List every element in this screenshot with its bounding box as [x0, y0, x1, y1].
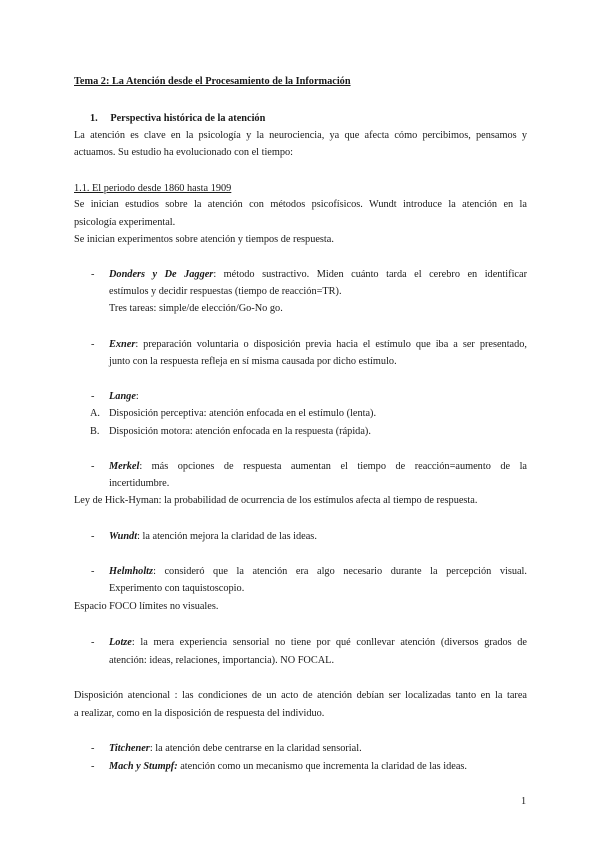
- hick-hyman-law: Ley de Hick-Hyman: la probabilidad de ocurrencia de los estímulos afecta al tiempo de respuesta.: [74, 495, 478, 506]
- bullet-marker: -: [91, 637, 95, 648]
- author-name: Donders y De Jagger: [109, 269, 214, 280]
- donders-line-3: Tres tareas: simple/de elección/Go-No go.: [109, 303, 283, 314]
- bullet-marker: -: [91, 531, 95, 542]
- subsection-p1-line-1: Se inician estudios sobre la atención con métodos psicofísicos. Wundt introduce la atención en la: [74, 199, 527, 210]
- section-heading-text: Perspectiva histórica de la atención: [110, 113, 266, 124]
- disposicion-line-1: Disposición atencional : las condiciones de un acto de atención debían ser localizadas tanto en la tarea: [74, 690, 527, 701]
- section-heading: [90, 112, 265, 125]
- list-item-lange: Lange:: [109, 391, 139, 402]
- bullet-marker: -: [91, 761, 95, 772]
- exner-line-2: junto con la respuesta refleja en sí misma causada por dicho estímulo.: [109, 356, 397, 367]
- lange-option-a: Disposición perceptiva: atención enfocada en el estímulo (lenta).: [109, 408, 377, 419]
- subsection-p1-line-2: psicología experimental.: [74, 217, 176, 228]
- bullet-marker: -: [91, 339, 95, 350]
- list-item-merkel: Merkel: más opciones de respuesta aumentan el tiempo de reacción=aumento de la: [109, 461, 527, 472]
- donders-line-2: estímulos y decidir respuestas (tiempo de reacción=TR).: [109, 286, 342, 297]
- list-item-titchener: Titchener: la atención debe centrarse en la claridad sensorial.: [109, 743, 362, 754]
- lange-option-b: Disposición motora: atención enfocada en la respuesta (rápida).: [109, 426, 371, 437]
- lotze-line-2: atención: ideas, relaciones, importancia). NO FOCAL.: [109, 655, 335, 666]
- subsection-p2: Se inician experimentos sobre atención y tiempos de respuesta.: [74, 234, 334, 245]
- bullet-marker: -: [91, 566, 95, 577]
- list-item-exner: Exner: preparación voluntaria o disposición previa hacia el estímulo que iba a ser presentado,: [109, 339, 527, 350]
- intro-line-1: La atención es clave en la psicología y la neurociencia, ya que afecta cómo percibimos, pensamos y: [74, 130, 527, 141]
- document-title: Tema 2: La Atención desde el Procesamiento de la Información: [74, 76, 351, 87]
- bullet-marker: -: [91, 391, 95, 402]
- list-item-helmholtz: Helmholtz: consideró que la atención era algo necesario durante la percepción visual.: [109, 566, 527, 577]
- list-marker-b: B.: [90, 426, 100, 437]
- intro-line-2: actuamos. Su estudio ha evolucionado con el tiempo:: [74, 147, 294, 158]
- author-name: Mach y Stumpf:: [109, 761, 178, 772]
- bullet-marker: -: [91, 743, 95, 754]
- author-name: Titchener: [109, 743, 150, 754]
- disposicion-line-2: a realizar, como en la disposición de respuesta del individuo.: [74, 708, 325, 719]
- list-item-mach-stumpf: Mach y Stumpf: atención como un mecanismo que incrementa la claridad de las ideas.: [109, 761, 467, 772]
- author-name: Lange: [109, 391, 136, 402]
- foco-note: Espacio FOCO límites no visuales.: [74, 601, 219, 612]
- author-name: Helmholtz: [109, 566, 154, 577]
- page-number: 1: [521, 796, 527, 807]
- author-name: Wundt: [109, 531, 138, 542]
- list-marker-a: A.: [90, 408, 101, 419]
- list-item-lotze: Lotze: la mera experiencia sensorial no tiene por qué conllevar atención (diversos grados de: [109, 637, 527, 648]
- list-item-donders: Donders y De Jagger: método sustractivo. Miden cuánto tarda el cerebro en identificar: [109, 269, 528, 280]
- author-name: Lotze: [109, 637, 132, 648]
- bullet-marker: -: [91, 461, 95, 472]
- bullet-marker: -: [91, 269, 95, 280]
- author-name: Merkel: [109, 461, 140, 472]
- subsection-heading: 1.1. El periodo desde 1860 hasta 1909: [74, 183, 232, 194]
- list-item-wundt: Wundt: la atención mejora la claridad de las ideas.: [109, 531, 317, 542]
- helmholtz-line-2: Experimento con taquistoscopio.: [109, 583, 245, 594]
- section-number: 1.: [90, 113, 98, 124]
- author-name: Exner: [109, 339, 136, 350]
- merkel-line-2: incertidumbre.: [109, 478, 170, 489]
